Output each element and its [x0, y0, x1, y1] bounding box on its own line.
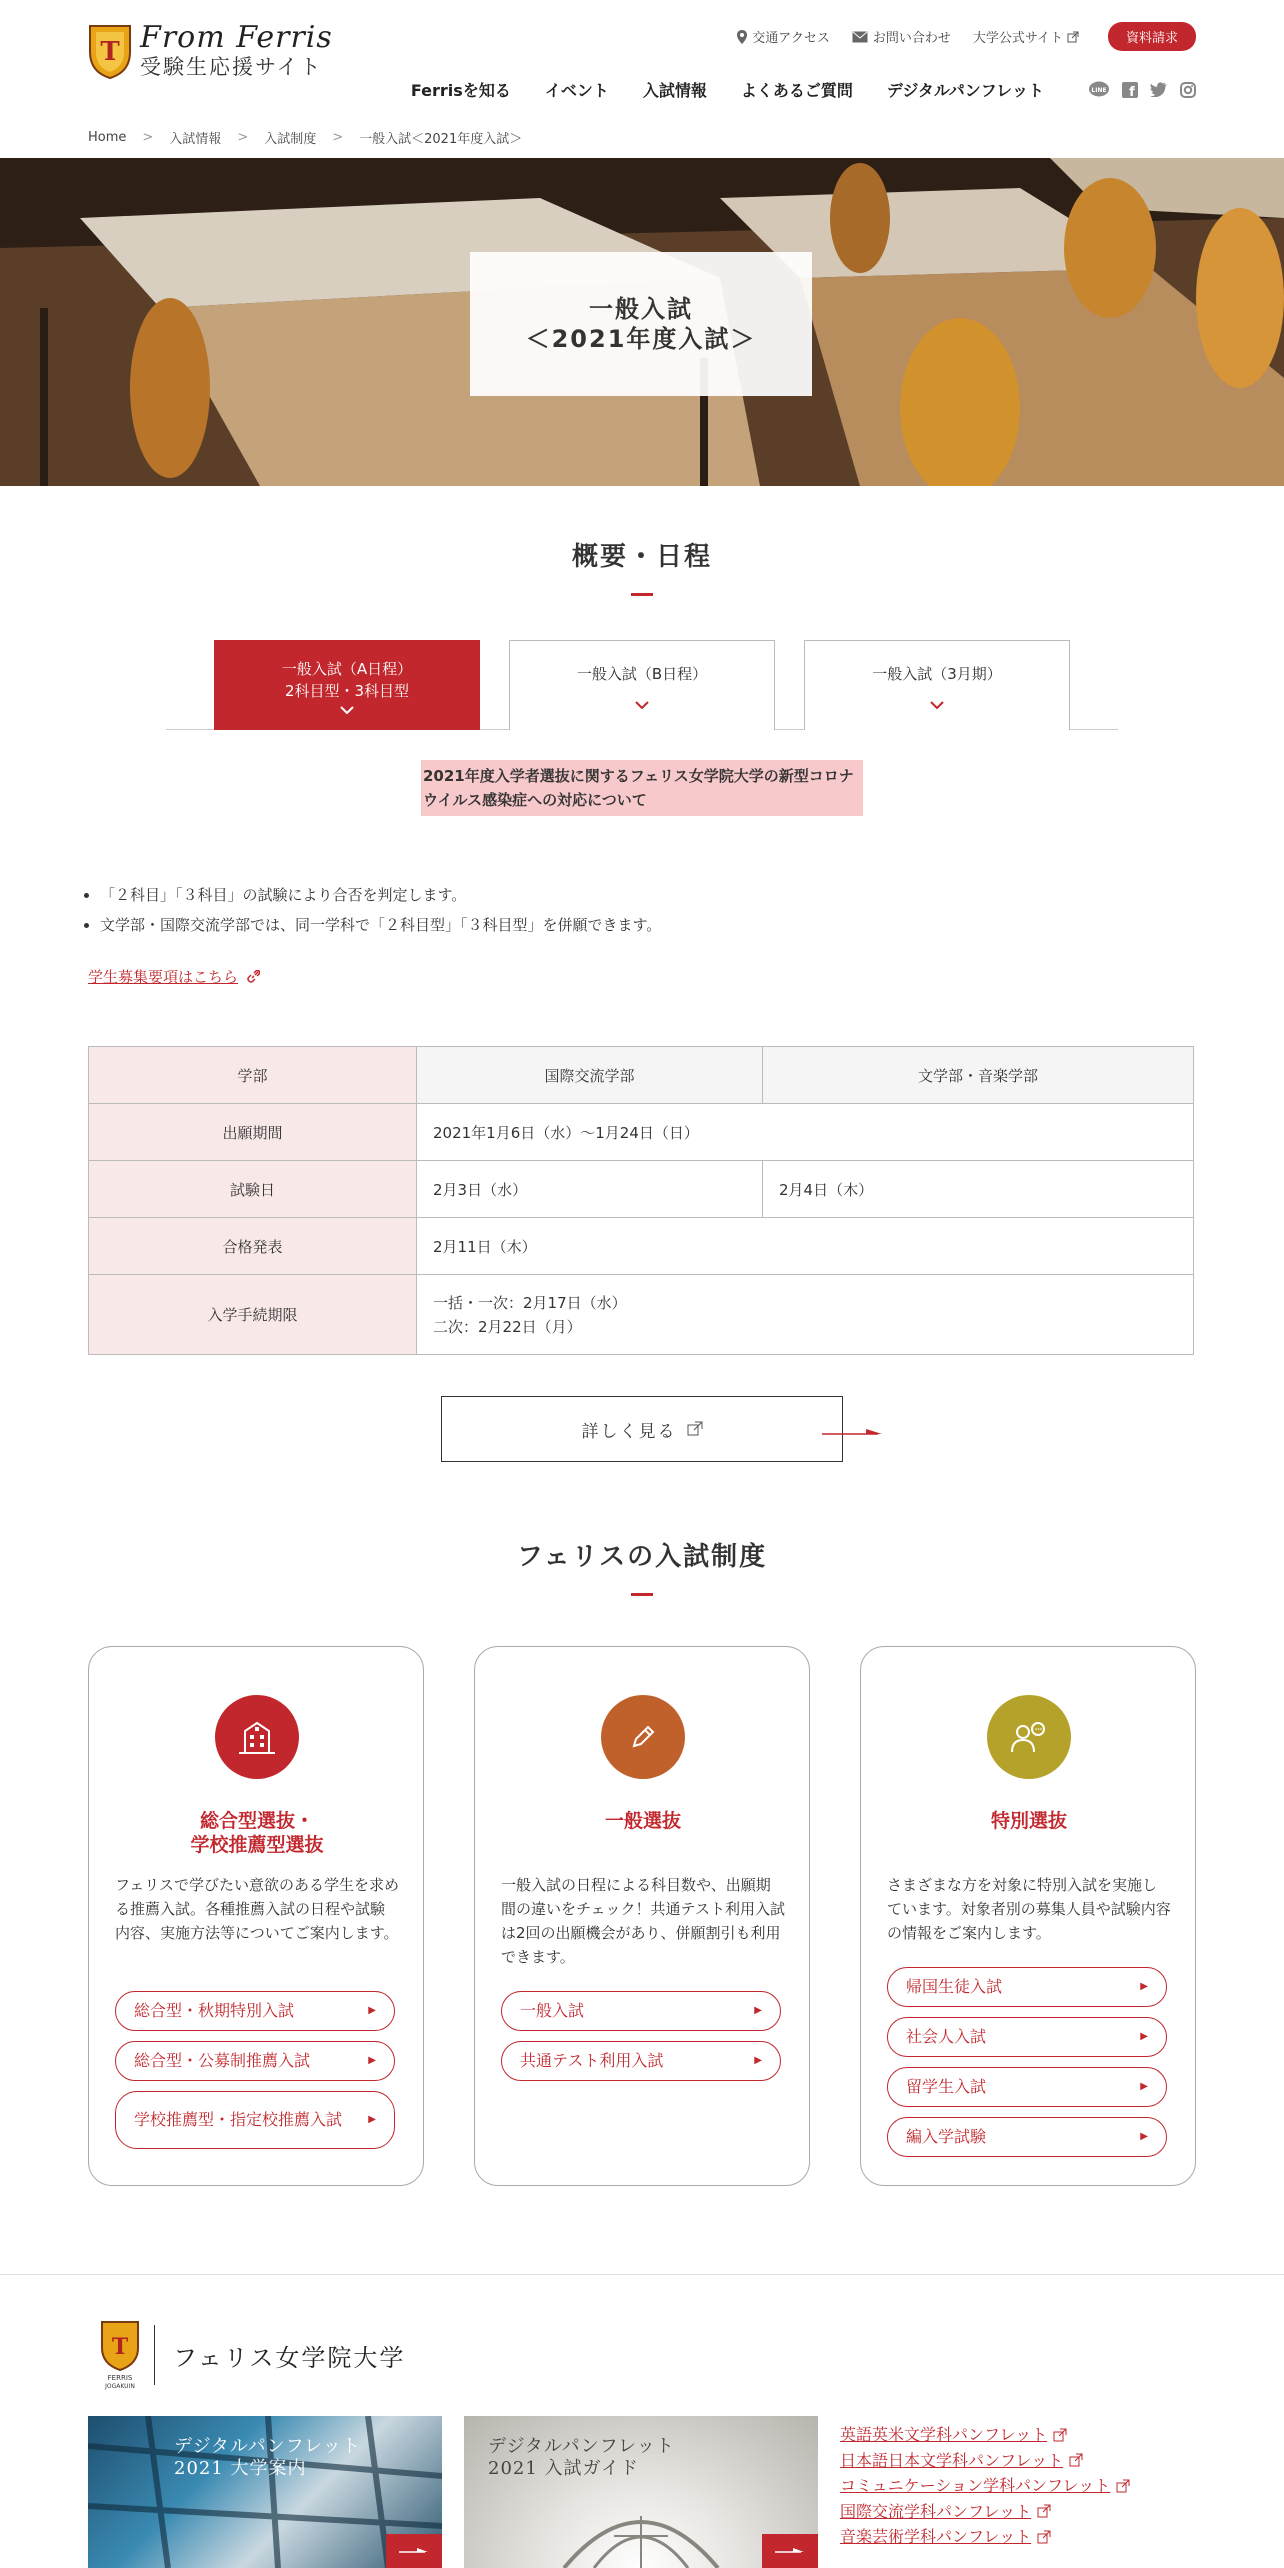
- list-item: • 文学部・国際交流学部では、同一学科で「２科目型」「３科目型」を併願できます。: [100, 910, 661, 940]
- main-nav: [377, 78, 1196, 101]
- svg-text:T: T: [100, 37, 120, 67]
- covid-notice-link[interactable]: 2021年度入学者選抜に関するフェリス女学院大学の新型コロナウイルス感染症への対応について: [421, 760, 863, 816]
- heading-underline: [631, 593, 653, 596]
- tab-march-line1: 一般入試（3月期）: [872, 664, 1002, 683]
- table-row: [89, 1275, 1194, 1355]
- nav-about-ferris[interactable]: Ferrisを知る: [410, 81, 511, 100]
- play-arrow-icon: ▶: [1140, 1981, 1148, 1992]
- facebook-icon[interactable]: [1122, 82, 1138, 98]
- row-label-apply: 出願期間: [89, 1104, 417, 1161]
- pamphlet-text: [488, 2436, 675, 2480]
- external-link-icon: [1069, 2453, 1083, 2467]
- svg-text:T: T: [111, 2334, 129, 2360]
- row-label-procedure: 入学手続期限: [89, 1275, 417, 1355]
- procedure-line1: 一括・一次：2月17日（水）: [433, 1293, 627, 1312]
- tab-a-line2: 2科目型・3科目型: [284, 681, 410, 700]
- table-row: [89, 1047, 1194, 1104]
- ferris-seal-icon: [98, 2320, 142, 2390]
- svg-text:f: f: [1129, 84, 1135, 98]
- card-title: 一般選抜: [604, 1810, 681, 1832]
- external-link-icon: [687, 1421, 703, 1437]
- arrow-right-icon: [386, 2534, 442, 2568]
- card-title: 特別選抜: [990, 1810, 1067, 1832]
- table-header-faculty: 学部: [89, 1047, 417, 1104]
- system-heading: [0, 1536, 1284, 1596]
- row-label-exam: 試験日: [89, 1161, 417, 1218]
- seal-text-jogakuin: JOGAKUIN: [105, 2383, 135, 2390]
- contact-label: お問い合わせ: [872, 31, 951, 46]
- card-description: さまざまな方を対象に特別入試を実施しています。対象者別の募集人員や試験内容の情報をご案内します。: [887, 1876, 1171, 1942]
- chevron-right-icon: >: [237, 130, 249, 145]
- pill-label: 編入学試験: [906, 2127, 987, 2146]
- pamphlet-university-guide[interactable]: [88, 2416, 442, 2568]
- hero-title-line1: 一般入試: [589, 295, 693, 323]
- hero-banner: [0, 158, 1284, 486]
- external-link-icon: [1116, 2479, 1130, 2493]
- arrow-right-icon: [762, 2534, 818, 2568]
- person-chat-icon: [987, 1695, 1071, 1779]
- building-icon: [215, 1695, 299, 1779]
- link-international-dept[interactable]: [840, 2499, 1130, 2525]
- chevron-right-icon: >: [142, 130, 154, 145]
- link-returnee[interactable]: [887, 1967, 1167, 2007]
- link-label: 英語英米文学科パンフレット: [840, 2425, 1048, 2444]
- link-transfer[interactable]: [887, 2117, 1167, 2157]
- card-links: [115, 1991, 399, 2159]
- arrow-right-icon: [822, 1428, 884, 1440]
- hero-title-box: [470, 252, 812, 396]
- link-public-recommendation[interactable]: [115, 2041, 395, 2081]
- card-title-line2: 学校推薦型選抜: [190, 1834, 324, 1856]
- pamphlet-text: [174, 2436, 361, 2480]
- exam-date-lit: 2月4日（木）: [763, 1161, 1194, 1218]
- link-fall-special[interactable]: [115, 1991, 395, 2031]
- sns-links: [1076, 81, 1196, 99]
- link-japanese-dept[interactable]: [840, 2448, 1130, 2474]
- link-label: 日本語日本文学科パンフレット: [840, 2450, 1064, 2470]
- schedule-table: [88, 1046, 1194, 1355]
- exam-notes-list: [100, 880, 661, 940]
- department-pamphlet-links: [840, 2422, 1130, 2550]
- result-date-value: 2月11日（木）: [417, 1218, 1194, 1275]
- logo-subtitle: 受験生応援サイト: [140, 55, 323, 79]
- procedure-line2: 二次：2月22日（月）: [433, 1317, 582, 1336]
- contact-link[interactable]: [852, 27, 951, 46]
- play-arrow-icon: ▶: [754, 2005, 762, 2016]
- pamphlet-admission-guide[interactable]: [464, 2416, 818, 2568]
- pamphlet-subtitle: 2021 大学案内: [174, 2458, 307, 2479]
- external-link-icon: [1067, 31, 1079, 43]
- external-link-icon: [1037, 2504, 1051, 2518]
- nav-faq[interactable]: よくあるご質問: [740, 81, 853, 100]
- line-icon[interactable]: [1088, 81, 1110, 99]
- breadcrumb-home[interactable]: Home: [88, 130, 127, 145]
- card-general: [474, 1646, 810, 2186]
- card-description: フェリスで学びたい意欲のある学生を求める推薦入試。各種推薦入試の日程や試験内容、実施方法等についてご案内します。: [115, 1876, 399, 1942]
- breadcrumb-system[interactable]: 入試制度: [264, 132, 317, 147]
- pill-label: 総合型・秋期特別入試: [134, 2001, 295, 2020]
- external-link-icon: [1037, 2530, 1051, 2544]
- nav-digital-pamphlet[interactable]: デジタルパンフレット: [886, 81, 1044, 100]
- chevron-down-icon: [635, 701, 649, 709]
- table-row: [89, 1104, 1194, 1161]
- link-general-exam[interactable]: [501, 1991, 781, 2031]
- play-arrow-icon: ▶: [1140, 2131, 1148, 2142]
- nav-events[interactable]: イベント: [544, 81, 609, 100]
- pill-label: 総合型・公募制推薦入試: [134, 2051, 311, 2070]
- request-materials-button[interactable]: 資料請求: [1108, 22, 1196, 51]
- logo-script: From Ferris: [140, 20, 333, 55]
- tab-b-line1: 一般入試（B日程）: [576, 664, 708, 683]
- site-header: [0, 0, 1284, 118]
- play-arrow-icon: ▶: [1140, 2081, 1148, 2092]
- link-label: 音楽芸術学科パンフレット: [840, 2527, 1032, 2546]
- link-english-dept[interactable]: [840, 2422, 1130, 2448]
- row-label-result: 合格発表: [89, 1218, 417, 1275]
- play-arrow-icon: ▶: [368, 2005, 376, 2016]
- univ-site-label: 大学公式サイト: [972, 31, 1063, 46]
- tab-a-schedule[interactable]: [214, 640, 480, 730]
- recruitment-guide-link[interactable]: [88, 966, 260, 987]
- utility-nav: [715, 22, 1196, 51]
- apply-period-value: 2021年1月6日（水）～1月24日（日）: [417, 1104, 1194, 1161]
- access-label: 交通アクセス: [752, 31, 830, 46]
- access-link[interactable]: [737, 27, 830, 46]
- pill-label: 学校推薦型・指定校推薦入試: [134, 2110, 343, 2129]
- university-logo[interactable]: [98, 2320, 405, 2390]
- link-designated-school[interactable]: [115, 2091, 395, 2149]
- link-label: 国際交流学科パンフレット: [840, 2501, 1032, 2521]
- univ-site-link[interactable]: [973, 27, 1084, 46]
- tab-march-schedule[interactable]: [804, 640, 1070, 730]
- instagram-icon[interactable]: [1180, 82, 1196, 98]
- play-arrow-icon: ▶: [1140, 2031, 1148, 2042]
- breadcrumb-admissions[interactable]: 入試情報: [169, 132, 222, 147]
- overview-heading: [0, 536, 1284, 596]
- pill-label: 帰国生徒入試: [906, 1977, 1003, 1996]
- card-title-line1: 総合型選抜・: [199, 1810, 314, 1832]
- card-special: [860, 1646, 1196, 2186]
- tab-b-schedule[interactable]: [509, 640, 775, 730]
- link-international-student[interactable]: [887, 2067, 1167, 2107]
- card-title: [89, 1809, 425, 1857]
- overview-title: 概要・日程: [571, 542, 712, 572]
- table-row: [89, 1218, 1194, 1275]
- table-header-intl: 国際交流学部: [417, 1047, 763, 1104]
- map-pin-icon: [737, 30, 747, 44]
- pill-label: 留学生入試: [906, 2077, 987, 2096]
- site-logo[interactable]: [88, 22, 333, 80]
- twitter-icon[interactable]: [1150, 82, 1168, 97]
- pill-label: 社会人入試: [906, 2027, 987, 2046]
- card-links: [501, 1991, 785, 2091]
- ferris-shield-icon: [88, 22, 132, 80]
- pamphlet-subtitle: 2021 入試ガイド: [488, 2458, 639, 2479]
- pill-label: 一般入試: [520, 2001, 585, 2020]
- table-header-lit-music: 文学部・音楽学部: [763, 1047, 1194, 1104]
- link-communication-dept[interactable]: [840, 2473, 1130, 2499]
- card-links: [887, 1967, 1171, 2167]
- link-icon: [246, 970, 260, 984]
- chevron-right-icon: >: [332, 130, 344, 145]
- breadcrumb-current: 一般入試＜2021年度入試＞: [359, 132, 523, 147]
- recruitment-guide-label: 学生募集要項はこちら: [88, 968, 239, 986]
- procedure-deadline-value: [417, 1275, 1194, 1355]
- exam-date-intl: 2月3日（水）: [417, 1161, 763, 1218]
- pamphlet-title: デジタルパンフレット: [488, 2436, 675, 2457]
- university-name: フェリス女学院大学: [173, 2343, 406, 2372]
- table-row: [89, 1161, 1194, 1218]
- link-adult[interactable]: [887, 2017, 1167, 2057]
- logo-divider: [154, 2325, 155, 2385]
- link-label: コミュニケーション学科パンフレット: [840, 2476, 1111, 2495]
- breadcrumb: [88, 128, 522, 147]
- schedule-tabs: [166, 640, 1118, 730]
- chevron-down-icon: [340, 706, 354, 714]
- link-common-test[interactable]: [501, 2041, 781, 2081]
- chevron-down-icon: [930, 701, 944, 709]
- play-arrow-icon: ▶: [754, 2055, 762, 2066]
- system-title: フェリスの入試制度: [516, 1542, 768, 1572]
- card-description: 一般入試の日程による科目数や、出願期間の違いをチェック！共通テスト利用入試は2回の出願機会があり、併願割引も利用できます。: [501, 1876, 785, 1966]
- play-arrow-icon: ▶: [368, 2055, 376, 2066]
- pencil-icon: [601, 1695, 685, 1779]
- external-link-icon: [1053, 2428, 1067, 2442]
- play-arrow-icon: ▶: [368, 2114, 376, 2125]
- svg-text:LINE: LINE: [1091, 86, 1107, 94]
- footer-divider: [0, 2274, 1284, 2275]
- see-more-label: 詳しく見る: [581, 1421, 677, 1442]
- nav-admissions[interactable]: 入試情報: [642, 81, 707, 100]
- link-music-dept[interactable]: [840, 2524, 1130, 2550]
- pamphlet-title: デジタルパンフレット: [174, 2436, 361, 2457]
- seal-text-ferris: FERRIS: [107, 2374, 133, 2382]
- tab-a-line1: 一般入試（A日程）: [281, 659, 413, 678]
- see-more-button[interactable]: [441, 1396, 843, 1462]
- list-item: • 「２科目」「３科目」の試験により合否を判定します。: [100, 880, 661, 910]
- hero-title-line2: ＜2021年度入試＞: [525, 325, 757, 353]
- card-comprehensive: [88, 1646, 424, 2186]
- pill-label: 共通テスト利用入試: [520, 2051, 664, 2070]
- mail-icon: [852, 31, 868, 43]
- heading-underline: [631, 1593, 653, 1596]
